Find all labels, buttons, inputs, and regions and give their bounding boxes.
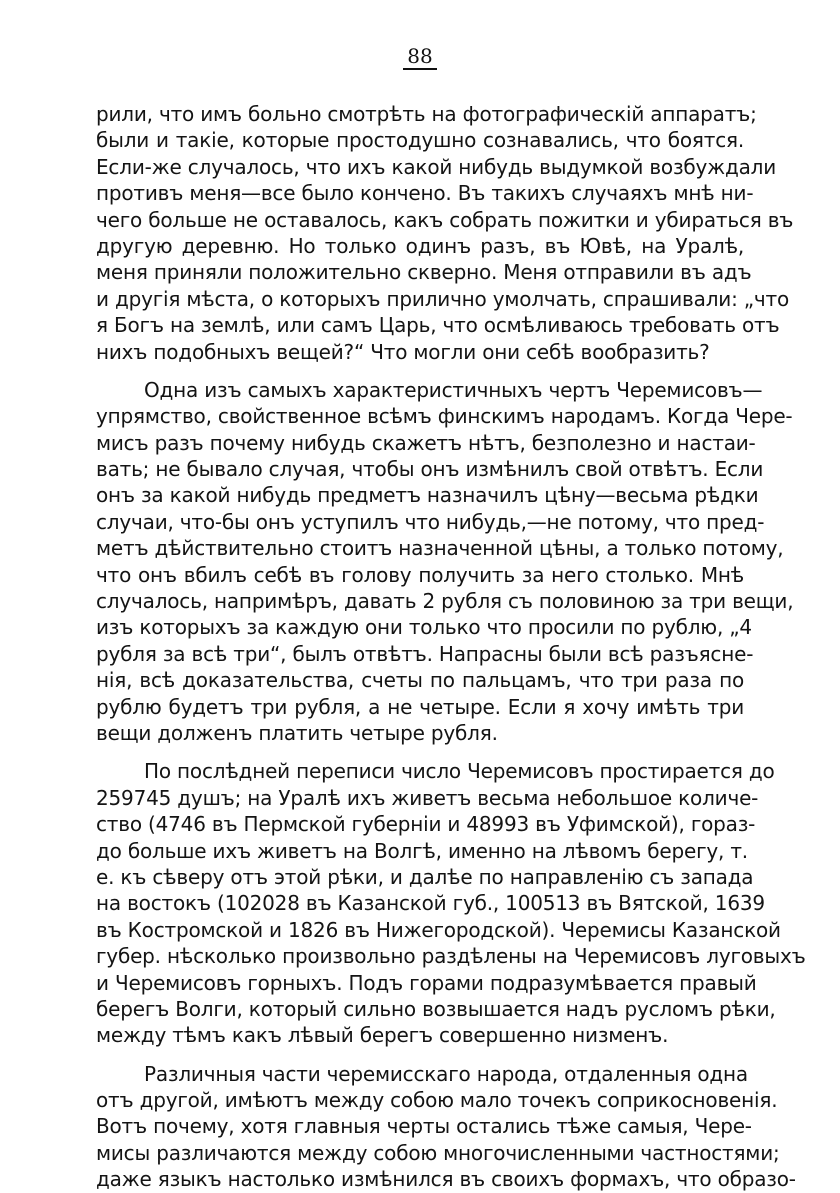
text-line: рили, что имъ больно смотрѣть на фотографическій аппаратъ; bbox=[96, 102, 757, 126]
text-line: упрямство, свойственное всѣмъ финскимъ народамъ. Когда Чере- bbox=[96, 404, 793, 429]
text-line: нія, всѣ доказательства, счеты по пальцамъ, что три раза по bbox=[96, 668, 744, 693]
text-line: вещи долженъ платить четыре рубля. bbox=[96, 720, 498, 745]
text-line: рубля за всѣ три“, былъ отвѣтъ. Напрасны были всѣ разъясне- bbox=[96, 641, 754, 666]
text-line: нихъ подобныхъ вещей?“ Что могли они себѣ вообразить? bbox=[96, 339, 710, 364]
text-line: противъ меня—все было кончено. Въ такихъ случаяхъ мнѣ ни- bbox=[96, 181, 754, 206]
text-line: онъ за какой нибудь предметъ назначилъ цѣну—весьма рѣдки bbox=[96, 483, 759, 508]
text-line: Если-же случалось, что ихъ какой нибудь выдумкой возбуждали bbox=[96, 154, 777, 179]
text-line: даже языкъ настолько измѣнился въ своихъ формахъ, что образо- bbox=[96, 1167, 796, 1192]
text-line: Вотъ почему, хотя главныя черты остались тѣже самыя, Чере- bbox=[96, 1114, 752, 1139]
text-line: изъ которыхъ за каждую они только что просили по рублю, „4 bbox=[96, 615, 752, 640]
paragraph bbox=[96, 758, 806, 1048]
text-line: губер. нѣсколько произвольно раздѣлены на Черемисовъ луговыхъ bbox=[96, 944, 806, 969]
text-line: я Богъ на землѣ, или самъ Царь, что осмѣливаюсь требовать отъ bbox=[96, 313, 780, 338]
text-line: на востокъ (102028 въ Казанской губ., 100513 въ Вятской, 1639 bbox=[96, 891, 765, 916]
text-line: вать; не бывало случая, чтобы онъ измѣнилъ свой отвѣтъ. Если bbox=[96, 457, 764, 482]
text-line: отъ другой, имѣютъ между собою мало точекъ соприкосновенія. bbox=[96, 1088, 778, 1113]
paragraph bbox=[96, 377, 794, 746]
text-line: случаи, что-бы онъ уступилъ что нибудь,—не потому, что пред- bbox=[96, 509, 765, 534]
page-number bbox=[0, 44, 840, 68]
text-line: меня приняли положительно скверно. Меня отправили въ адъ bbox=[96, 260, 752, 285]
text-line: берегъ Волги, который сильно возвышается надъ русломъ рѣки, bbox=[96, 996, 776, 1021]
text-line: что онъ вбилъ себѣ въ голову получить за него столько. Мнѣ bbox=[96, 562, 744, 587]
text-line: мисы различаются между собою многочисленными частностями; bbox=[96, 1140, 780, 1165]
text-line: въ Костромской и 1826 въ Нижегородской). Черемисы Казанской bbox=[96, 917, 781, 942]
text-line: По послѣдней переписи число Черемисовъ простирается до bbox=[144, 759, 775, 784]
text-line: были и такіе, которые простодушно сознавались, что боятся. bbox=[96, 128, 744, 153]
paragraph-gap bbox=[96, 1049, 744, 1061]
paragraph bbox=[96, 1061, 796, 1193]
text-line: 259745 душъ; на Уралѣ ихъ живетъ весьма небольшое количе- bbox=[96, 785, 759, 810]
text-line: между тѣмъ какъ лѣвый берегъ совершенно низменъ. bbox=[96, 1023, 669, 1048]
text-line: чего больше не оставалось, какъ собрать пожитки и убираться въ bbox=[96, 207, 794, 232]
text-line: до больше ихъ живетъ на Волгѣ, именно на лѣвомъ берегу, т. bbox=[96, 838, 748, 863]
paragraph-gap bbox=[96, 365, 744, 377]
text-line: метъ дѣйствительно стоитъ назначенной цѣны, а только потому, bbox=[96, 536, 784, 561]
text-line: Одна изъ самыхъ характеристичныхъ чертъ Черемисовъ— bbox=[144, 377, 763, 402]
text-line: мисъ разъ почему нибудь скажетъ нѣтъ, безполезно и настаи- bbox=[96, 430, 756, 455]
paragraph-gap bbox=[96, 746, 744, 758]
text-line: Различныя части черемисскаго народа, отдаленныя одна bbox=[144, 1061, 748, 1086]
text-line: и Черемисовъ горныхъ. Подъ горами подразумѣвается правый bbox=[96, 970, 757, 995]
body-text bbox=[96, 101, 806, 1193]
text-line: рублю будетъ три рубля, а не четыре. Если я хочу имѣть три bbox=[96, 694, 744, 719]
text-line: другую деревню. Но только одинъ разъ, въ Ювѣ, на Уралѣ, bbox=[96, 233, 744, 258]
text-line: случалось, напримѣръ, давать 2 рубля съ половиною за три вещи, bbox=[96, 589, 794, 614]
text-line: и другія мѣста, о которыхъ прилично умолчать, спрашивали: „что bbox=[96, 286, 790, 311]
text-line: е. къ сѣверу отъ этой рѣки, и далѣе по направленію съ запада bbox=[96, 864, 754, 889]
page-number-text: 88 bbox=[403, 44, 436, 70]
paragraph bbox=[96, 101, 794, 365]
text-line: ство (4746 въ Пермской губерніи и 48993 въ Уфимской), гораз- bbox=[96, 812, 756, 837]
